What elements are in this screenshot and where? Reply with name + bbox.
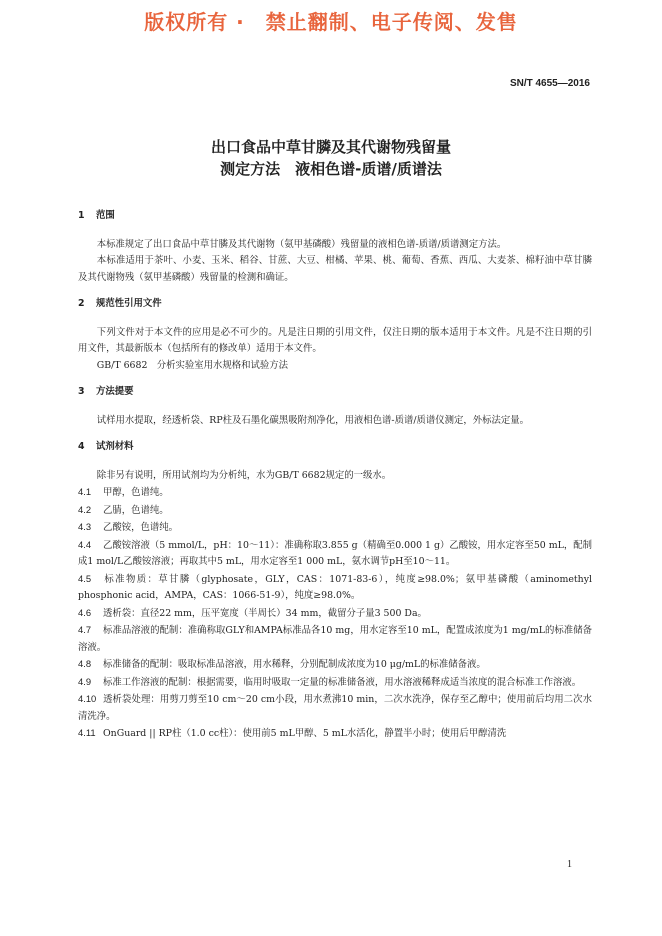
section-reagents: [78, 439, 592, 743]
standard-number: SN/T 4655—2016: [509, 78, 590, 89]
paragraph: 本标准适用于茶叶、小麦、玉米、稻谷、甘蔗、大豆、柑橘、苹果、桃、葡萄、香蕉、西瓜、大麦茶、棉籽油中草甘膦及其代谢物残（氨甲基磷酸）残留量的检测和确证。: [78, 255, 592, 283]
item-text: 乙酸铵溶液（5 mmol/L，pH：10～11）：准确称取3.855 g（精确至0.000 1 g）乙酸铵，用水定容至50 mL，配制成1 mol/L乙酸铵溶液；再取其中5 mL，用水定容至1 000 mL，氨水调节pH至10～11。: [78, 539, 592, 567]
item-number: 4.10: [78, 693, 97, 704]
list-item: [78, 691, 592, 725]
section-title: 方法提要: [96, 386, 134, 397]
list-item: [78, 484, 592, 502]
list-item: [78, 725, 592, 743]
document-body: [78, 208, 592, 753]
item-text: 标准工作溶液的配制：根据需要，临用时吸取一定量的标准储备液，用水溶液稀释成适当浓度的混合标准工作溶液。: [102, 676, 582, 688]
item-number: 4.6: [78, 606, 92, 618]
list-item: [78, 519, 592, 537]
section-normative-references: [78, 296, 592, 374]
copyright-watermark: 版权所有 · 禁止翻制、电子传阅、发售: [144, 10, 518, 34]
section-method-summary: [78, 384, 592, 429]
section-number: 1: [78, 210, 85, 221]
section-title: 范围: [96, 210, 115, 221]
section-heading: [78, 296, 592, 313]
title-line-2: 测定方法 液相色谱-质谱/质谱法: [220, 160, 442, 178]
item-number: 4.5: [78, 572, 92, 584]
list-item: [78, 674, 592, 692]
section-heading: [78, 439, 592, 456]
item-number: 4.11: [78, 727, 96, 738]
list-item: [78, 605, 592, 623]
item-text: 标准品溶液的配制：准确称取GLY和AMPA标准品各10 mg，用水定容至10 mL，配置成浓度为1 mg/mL的标准储备溶液。: [78, 625, 593, 653]
section-number: 3: [78, 386, 85, 397]
page-number: 1: [567, 859, 572, 870]
paragraph: 除非另有说明，所用试剂均为分析纯，水为GB/T 6682规定的一级水。: [96, 469, 392, 481]
item-number: 4.9: [78, 675, 92, 687]
item-text: 标准储备的配制：吸取标准品溶液，用水稀释，分别配制成浓度为10 μg/mL的标准储备液。: [102, 659, 486, 670]
section-number: 4: [78, 441, 85, 452]
document-title: [0, 136, 662, 180]
list-item: [78, 656, 592, 674]
item-text: OnGuard || RP柱（1.0 cc柱）：使用前5 mL甲醇、5 mL水活化，静置半小时；使用后甲醇清洗: [102, 728, 507, 739]
paragraph: 试样用水提取，经透析袋、RP柱及石墨化碳黑吸附剂净化，用液相色谱-质谱/质谱仪测定，外标法定量。: [96, 414, 529, 426]
item-text: 标准物质：草甘膦（glyphosate，GLY，CAS：1071-83-6），纯度≥98.0%；氨甲基磷酸（aminomethyl phosphonic acid，AMPA，CAS：1066-51-9），纯度≥98.0%。: [78, 573, 592, 601]
item-text: 乙酸铵，色谱纯。: [102, 522, 178, 533]
item-number: 4.4: [78, 538, 92, 550]
paragraph: 下列文件对于本文件的应用是必不可少的。凡是注日期的引用文件，仅注日期的版本适用于本文件。凡是不注日期的引用文件，其最新版本（包括所有的修改单）适用于本文件。: [78, 326, 592, 354]
section-heading: [78, 384, 592, 401]
item-text: 甲醇，色谱纯。: [102, 487, 169, 498]
section-heading: [78, 208, 592, 225]
item-text: 透析袋：直径22 mm，压平宽度（半周长）34 mm，截留分子量3 500 Da。: [102, 607, 427, 619]
item-number: 4.8: [78, 658, 92, 669]
paragraph: 本标准规定了出口食品中草甘膦及其代谢物（氨甲基磷酸）残留量的液相色谱-质谱/质谱测定方法。: [96, 238, 507, 250]
section-title: 试剂材料: [96, 441, 134, 452]
item-number: 4.7: [78, 624, 92, 635]
list-item: [78, 537, 592, 571]
item-number: 4.1: [78, 486, 92, 497]
item-text: 乙腈，色谱纯。: [102, 504, 169, 516]
reference-item: GB/T 6682 分析实验室用水规格和试验方法: [96, 359, 289, 371]
section-number: 2: [78, 298, 85, 309]
item-number: 4.3: [78, 521, 92, 532]
title-line-1: 出口食品中草甘膦及其代谢物残留量: [210, 138, 451, 156]
list-item: [78, 622, 592, 656]
list-item: [78, 571, 592, 605]
section-scope: [78, 208, 592, 286]
list-item: [78, 502, 592, 520]
item-number: 4.2: [78, 503, 92, 515]
section-title: 规范性引用文件: [96, 298, 162, 309]
item-text: 透析袋处理：用剪刀剪至10 cm～20 cm小段，用水煮沸10 min，二次水洗净，保存至乙醇中；使用前后均用二次水清洗净。: [78, 694, 592, 722]
